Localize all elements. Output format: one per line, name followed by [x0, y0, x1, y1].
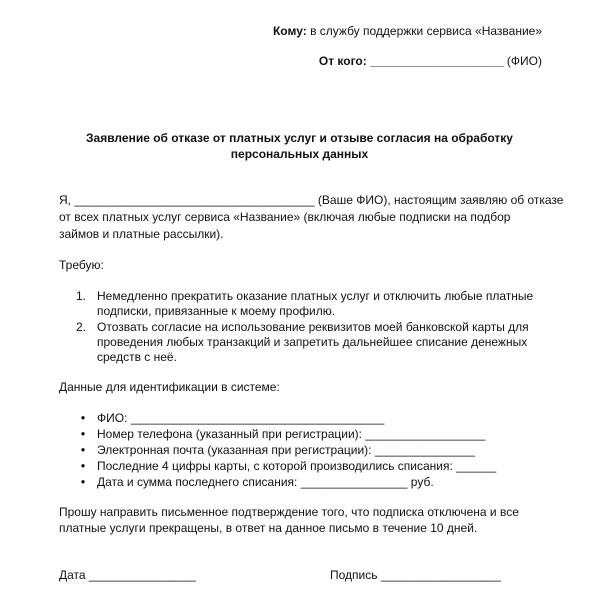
- recipient-line: [273, 23, 542, 39]
- sender-line: [319, 53, 542, 69]
- ident-item-card: Последние 4 цифры карты, с которой производились списания: ______: [97, 459, 497, 473]
- bullet-icon: ●: [80, 445, 86, 454]
- bullet-icon: ●: [80, 429, 86, 438]
- ident-item-name: ФИО: ______________________________________: [97, 411, 385, 425]
- ident-item-charge: Дата и сумма последнего списания: ________________ руб.: [97, 475, 434, 489]
- intro-line-3: займов и платные рассылки).: [59, 227, 224, 241]
- signature-field: Подпись __________________: [330, 568, 501, 582]
- demand-1-line-1: Немедленно прекратить оказание платных услуг и отключить любые платные: [97, 289, 534, 303]
- bullet-icon: ●: [80, 477, 86, 486]
- demand-label: Требую:: [59, 258, 104, 272]
- demand-1-line-2: подписки, привязанные к моему профилю.: [97, 304, 336, 318]
- document-title-line-2: персональных данных: [230, 147, 369, 161]
- closing-line-1: Прошу направить письменное подтверждение того, что подписка отключена и все: [59, 505, 519, 519]
- demand-marker-1: 1.: [76, 289, 87, 303]
- ident-item-email: Электронная почта (указанная при регистрации): _______________: [97, 443, 475, 457]
- document-title-line-1: Заявление об отказе от платных услуг и отзыве согласия на обработку: [86, 131, 513, 145]
- ident-item-phone: Номер телефона (указанный при регистрации): __________________: [97, 427, 486, 441]
- sender-hint: (ФИО): [506, 54, 542, 68]
- bullet-icon: ●: [80, 413, 86, 422]
- date-field: Дата ________________: [59, 568, 196, 582]
- demand-2-line-2: проведения любых транзакций и запретить дальнейшее списание денежных: [97, 335, 528, 349]
- demand-marker-2: 2.: [76, 320, 87, 334]
- bullet-icon: ●: [80, 461, 86, 470]
- recipient-label: Кому:: [272, 24, 307, 38]
- intro-line-1: Я, ____________________________________ (Ваше ФИО), настоящим заявляю об отказе: [59, 193, 564, 207]
- closing-line-2: платные услуги прекращены, в ответ на данное письмо в течение 10 дней.: [59, 521, 478, 535]
- intro-line-2: от всех платных услуг сервиса «Название» (включая любые подписки на подбор: [59, 210, 511, 224]
- demand-2-line-3: средств с неё.: [97, 350, 177, 364]
- sender-blank: ____________________: [370, 54, 504, 68]
- recipient-value: в службу поддержки сервиса «Название»: [310, 24, 542, 38]
- sender-label: От кого:: [318, 54, 367, 68]
- ident-label: Данные для идентификации в системе:: [59, 380, 280, 394]
- demand-2-line-1: Отозвать согласие на использование реквизитов моей банковской карты для: [97, 320, 529, 334]
